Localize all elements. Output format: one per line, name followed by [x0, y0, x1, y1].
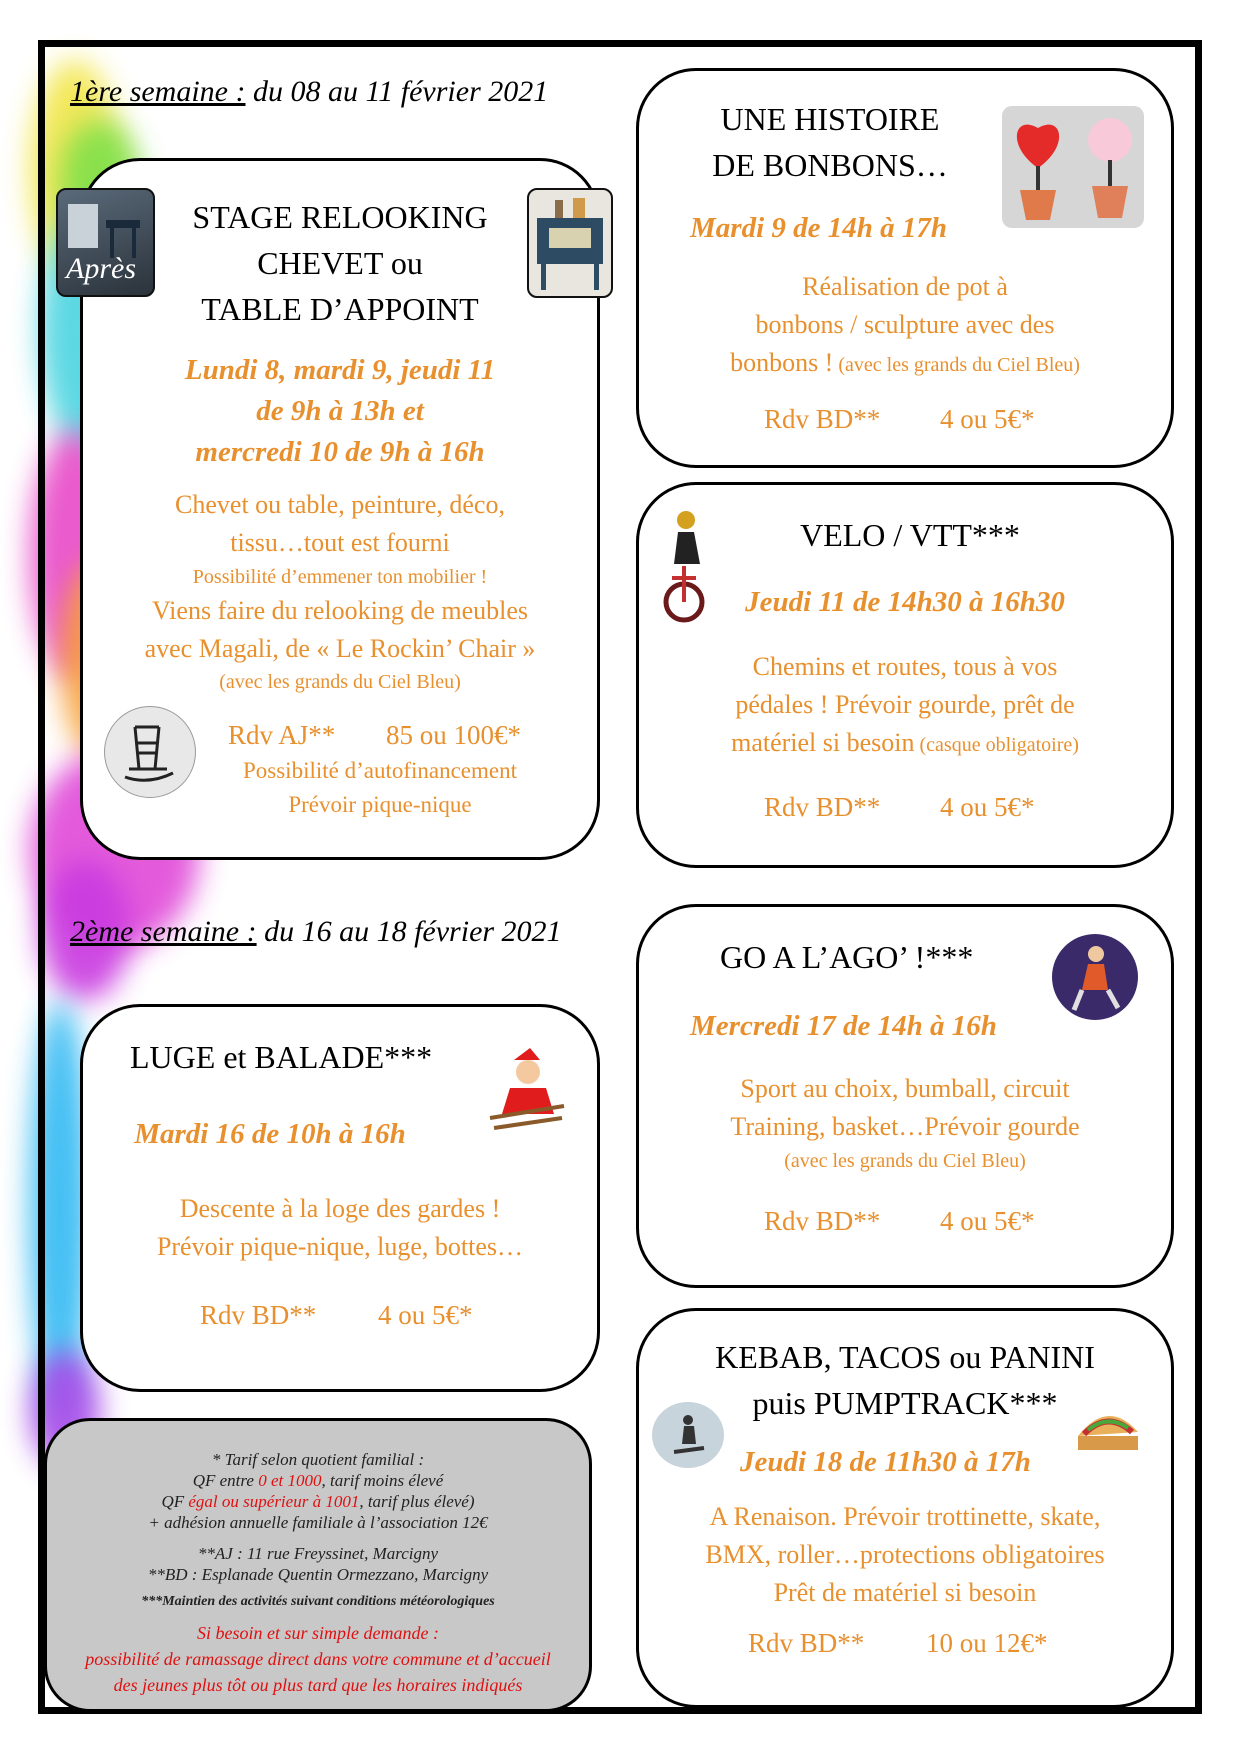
furniture-after-photo [56, 188, 155, 297]
kebab-description [645, 1498, 1165, 1612]
note-tarif: * Tarif selon quotient familial : [211, 1450, 425, 1469]
stage-date-line3: mercredi 10 de 9h à 16h [195, 436, 485, 468]
week1-dates: du 08 au 11 février 2021 [245, 75, 549, 108]
stage-desc-line2: tissu…tout est fourni [230, 528, 450, 557]
week1-heading [70, 75, 548, 109]
velo-rdv: Rdv BD** [764, 792, 881, 822]
kebab-date: Jeudi 18 de 11h30 à 17h [740, 1446, 1031, 1478]
stage-desc-line5: avec Magali, de « Le Rockin’ Chair » [144, 634, 536, 663]
bonbons-date: Mardi 9 de 14h à 17h [690, 212, 948, 244]
stage-extra-line1: Possibilité d’autofinancement [242, 758, 518, 783]
after-label: Après [66, 252, 136, 285]
stage-description [90, 486, 590, 696]
bonbons-title-line1: UNE HISTOIRE [720, 101, 940, 137]
note-weather: ***Maintien des activités suivant conditions météorologiques [141, 1594, 495, 1609]
stage-date [100, 350, 580, 473]
velo-desc-line2: pédales ! Prévoir gourde, prêt de [735, 690, 1075, 719]
bonbons-desc-line1: Réalisation de pot à [802, 272, 1008, 301]
kebab-title [680, 1334, 1130, 1426]
stage-desc-line1: Chevet ou table, peinture, déco, [175, 490, 505, 519]
velo-title: VELO / VTT*** [800, 517, 1020, 553]
velo-desc-line3 [655, 724, 1155, 764]
note-pickup-line1: possibilité de ramassage direct dans votre commune et d’accueil [85, 1649, 551, 1669]
ago-title: GO A L’AGO’ !*** [720, 939, 974, 975]
stage-desc-line4: Viens faire du relooking de meubles [151, 596, 529, 625]
luge-desc-line1: Descente à la loge des gardes ! [179, 1194, 501, 1223]
sled-kid-icon [484, 1048, 570, 1142]
kebab-desc-line3: Prêt de matériel si besoin [773, 1578, 1037, 1607]
bonbons-title-line2: DE BONBONS… [712, 147, 948, 183]
velo-date: Jeudi 11 de 14h30 à 16h30 [745, 586, 1065, 618]
velo-desc-line3-small: (casque obligatoire) [914, 734, 1079, 756]
bonbons-desc-line3-small: (avec les grands du Ciel Bleu) [833, 354, 1080, 376]
bonbons-price: 4 ou 5€* [940, 404, 1035, 434]
luge-price: 4 ou 5€* [378, 1300, 473, 1330]
week2-label: 2ème semaine : [70, 915, 257, 948]
ago-rdv: Rdv BD** [764, 1206, 881, 1236]
note-bd-address: **BD : Esplanade Quentin Ormezzano, Marcigny [147, 1565, 489, 1584]
velo-desc-line3-main: matériel si besoin [731, 728, 915, 757]
week2-heading [70, 915, 562, 949]
ago-description [655, 1070, 1155, 1176]
note-qf-high-c: , tarif plus élevé) [359, 1492, 475, 1511]
ago-desc-line2: Training, basket…Prévoir gourde [730, 1112, 1080, 1141]
stage-desc-line6: (avec les grands du Ciel Bleu) [219, 671, 461, 693]
stage-price: 85 ou 100€* [386, 720, 521, 750]
ago-date: Mercredi 17 de 14h à 16h [690, 1010, 997, 1042]
stage-title [160, 194, 520, 332]
week1-label: 1ère semaine : [70, 75, 246, 108]
basketball-player-icon [1052, 934, 1138, 1020]
ago-desc-line3: (avec les grands du Ciel Bleu) [784, 1150, 1026, 1172]
kebab-title-line2: puis PUMPTRACK*** [752, 1385, 1058, 1421]
luge-title: LUGE et BALADE*** [130, 1039, 433, 1075]
rocking-chair-logo [104, 706, 196, 798]
velo-desc-line1: Chemins et routes, tous à vos [752, 652, 1058, 681]
bonbons-desc-line3 [655, 344, 1155, 384]
note-qf-low [47, 1470, 589, 1491]
kebab-food-photo [1074, 1396, 1142, 1458]
luge-description [90, 1190, 590, 1266]
luge-desc-line2: Prévoir pique-nique, luge, bottes… [156, 1232, 524, 1261]
stage-date-line2: de 9h à 13h et [256, 395, 424, 427]
velo-price: 4 ou 5€* [940, 792, 1035, 822]
ago-desc-line1: Sport au choix, bumball, circuit [740, 1074, 1070, 1103]
note-pickup-line2: des jeunes plus tôt ou plus tard que les horaires indiqués [113, 1675, 523, 1695]
candy-sculpture-photo [1002, 106, 1144, 228]
pumptrack-photo [652, 1402, 724, 1468]
kebab-price: 10 ou 12€* [926, 1628, 1048, 1658]
stage-date-line1: Lundi 8, mardi 9, jeudi 11 [184, 354, 496, 386]
note-qf-high [47, 1491, 589, 1512]
kebab-rdv: Rdv BD** [748, 1628, 865, 1658]
stage-title-line3: TABLE D’APPOINT [201, 291, 479, 327]
note-pickup-title: Si besoin et sur simple demande : [197, 1623, 439, 1643]
bonbons-description [655, 268, 1155, 384]
stage-title-line2: CHEVET ou [257, 245, 423, 281]
stage-title-line1: STAGE RELOOKING [192, 199, 488, 235]
stage-rdv: Rdv AJ** [228, 720, 336, 750]
week2-dates: du 16 au 18 février 2021 [256, 915, 562, 948]
stage-extra-line2: Prévoir pique-nique [288, 792, 472, 817]
kebab-desc-line2: BMX, roller…protections obligatoires [705, 1540, 1105, 1569]
bonbons-title [690, 96, 970, 188]
note-qf-high-a: QF [161, 1492, 189, 1511]
note-qf-low-b: 0 et 1000 [258, 1471, 322, 1490]
ago-price: 4 ou 5€* [940, 1206, 1035, 1236]
stage-desc-line3: Possibilité d’emmener ton mobilier ! [192, 566, 488, 588]
note-qf-high-b: égal ou supérieur à 1001 [188, 1492, 360, 1511]
bonbons-desc-line3-main: bonbons ! [730, 348, 834, 377]
note-qf-low-c: , tarif moins élevé [321, 1471, 444, 1490]
notes-panel [44, 1418, 592, 1712]
velo-description [655, 648, 1155, 764]
note-aj-address: **AJ : 11 rue Freyssinet, Marcigny [197, 1544, 439, 1563]
bedside-table-photo [527, 188, 613, 298]
bonbons-desc-line2: bonbons / sculpture avec des [755, 310, 1055, 339]
note-qf-low-a: QF entre [192, 1471, 259, 1490]
stage-extra [200, 754, 560, 822]
kebab-title-line1: KEBAB, TACOS ou PANINI [715, 1339, 1095, 1375]
bonbons-rdv: Rdv BD** [764, 404, 881, 434]
kebab-desc-line1: A Renaison. Prévoir trottinette, skate, [709, 1502, 1101, 1531]
luge-date: Mardi 16 de 10h à 16h [134, 1118, 406, 1150]
luge-rdv: Rdv BD** [200, 1300, 317, 1330]
note-adhesion: + adhésion annuelle familiale à l’association 12€ [148, 1513, 488, 1532]
